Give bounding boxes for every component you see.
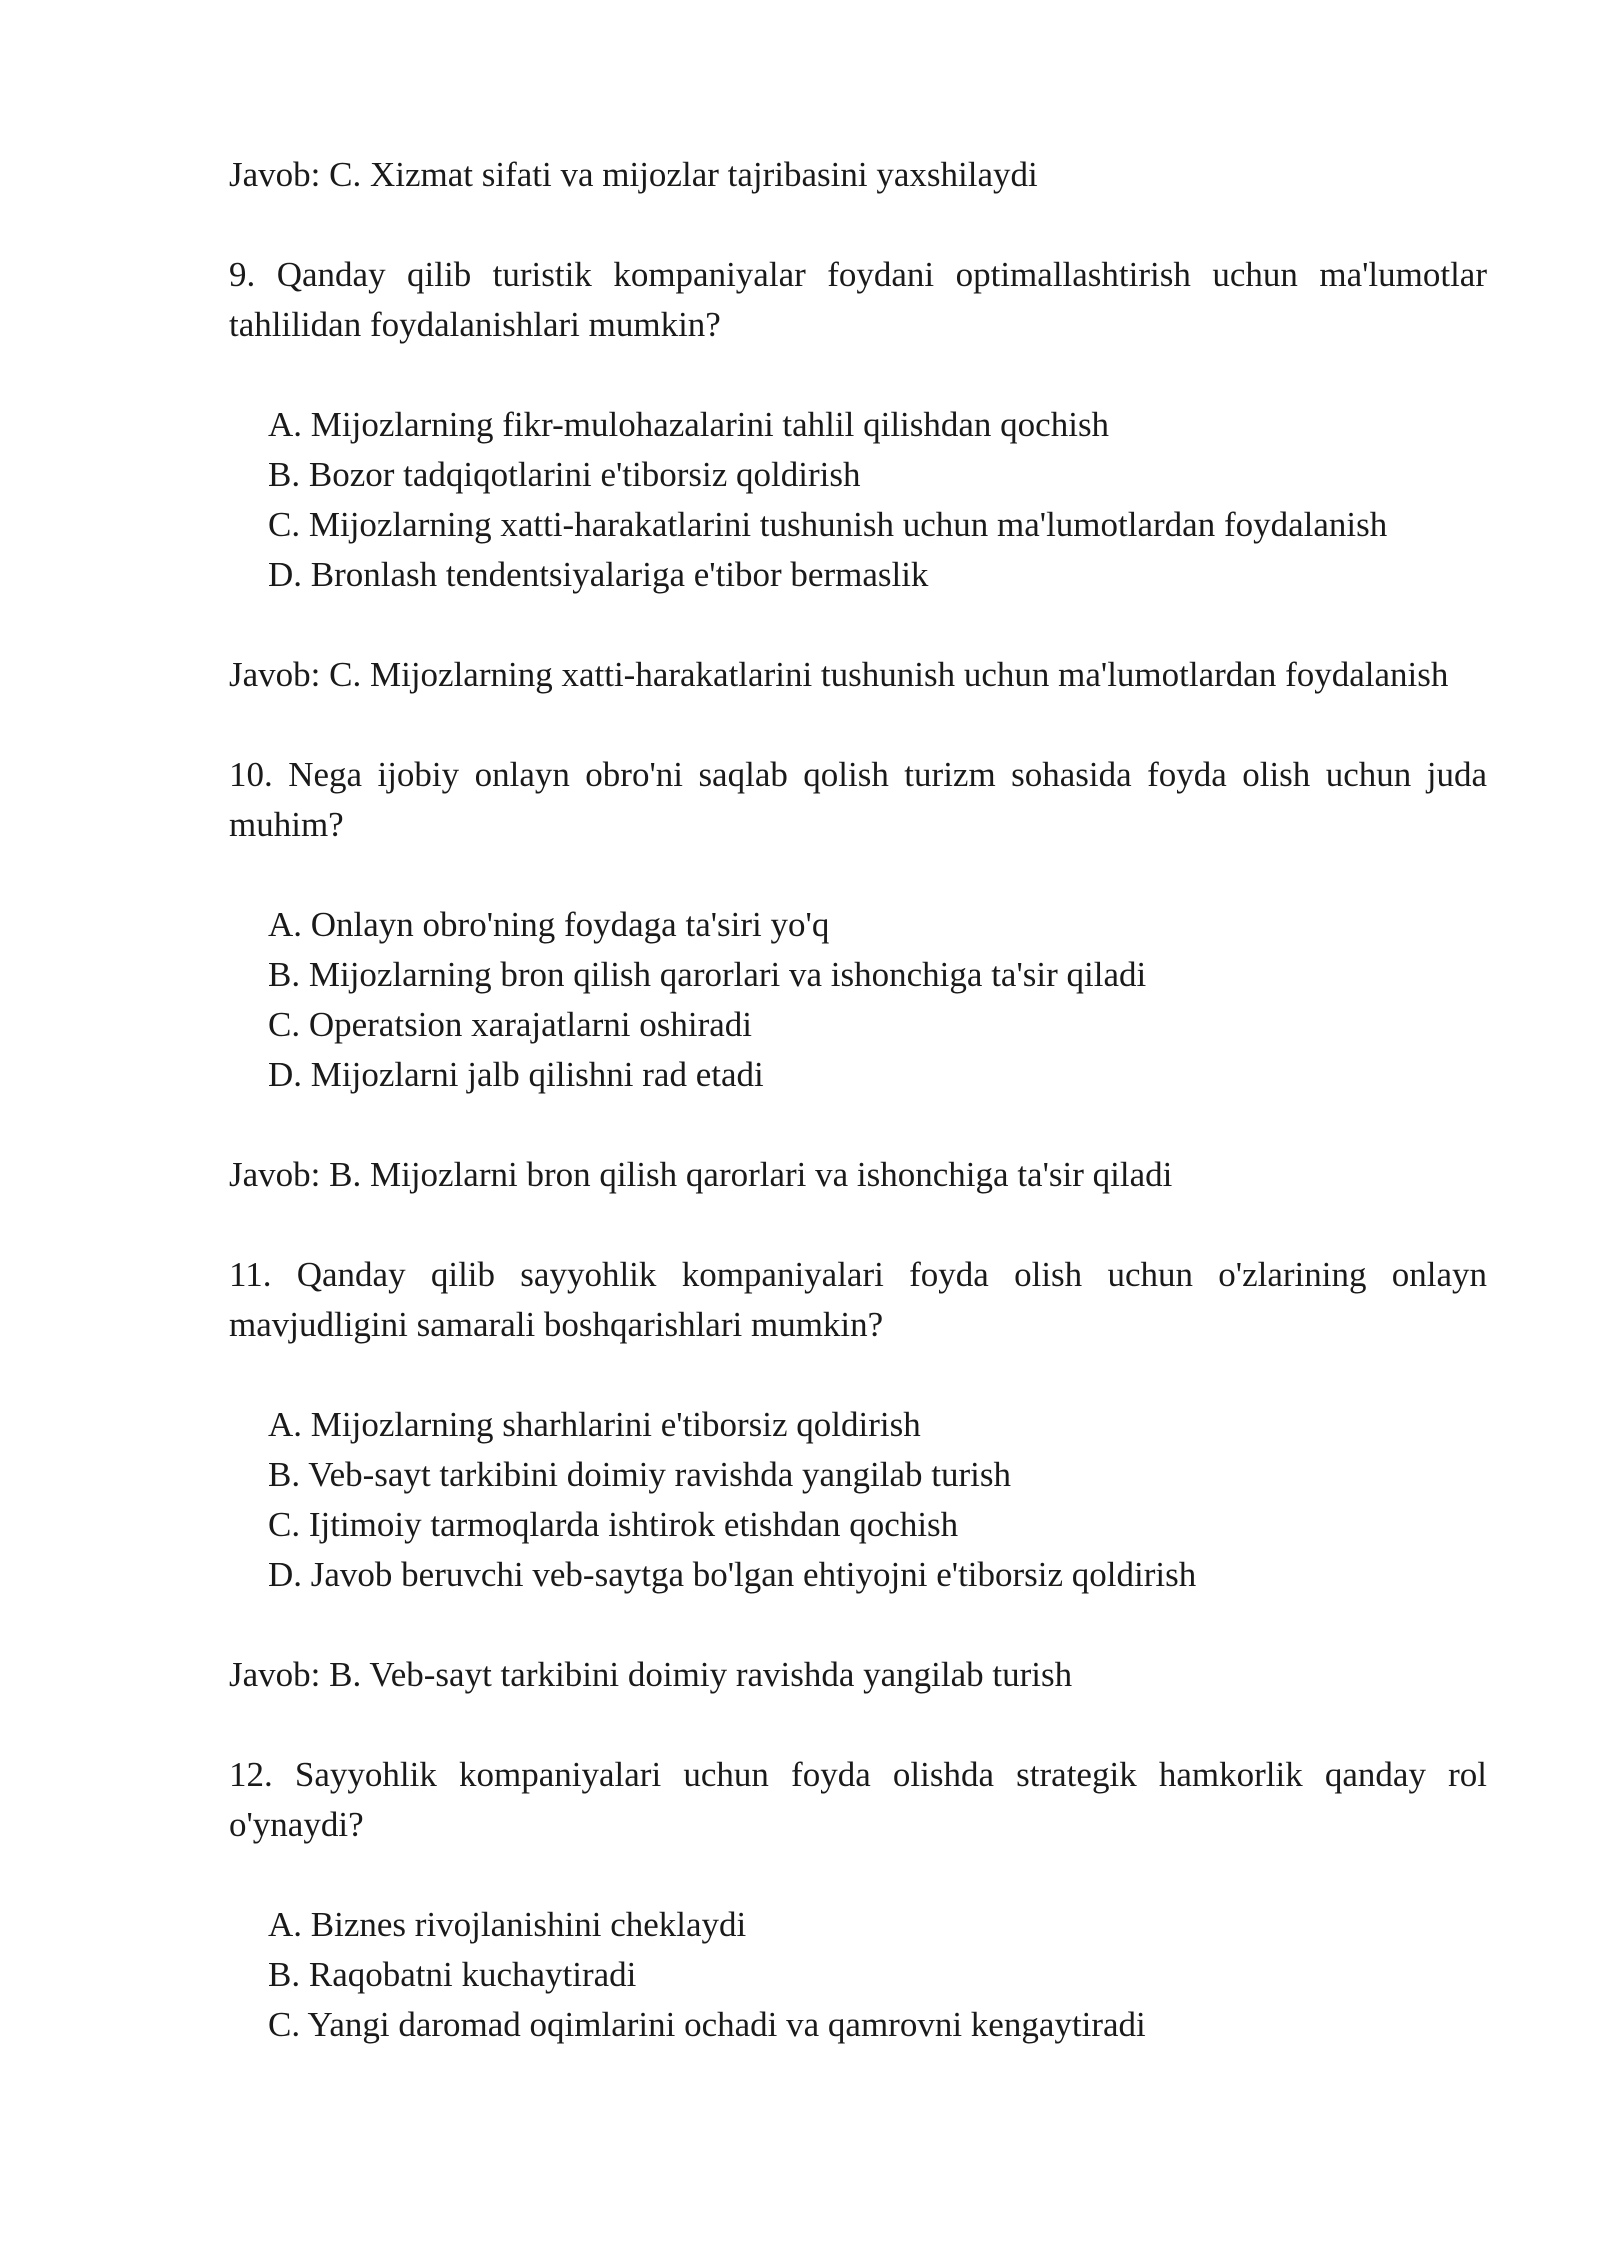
option-11b: B. Veb-sayt tarkibini doimiy ravishda yangilab turish (268, 1455, 1011, 1494)
option-10d: D. Mijozlarni jalb qilishni rad etadi (268, 1055, 764, 1094)
option-9c: C. Mijozlarning xatti-harakatlarini tushunish uchun ma'lumotlardan foydalanish (268, 505, 1388, 544)
spacer (229, 1200, 1487, 1250)
spacer (229, 1600, 1487, 1650)
answer-11: Javob: B. Veb-sayt tarkibini doimiy ravishda yangilab turish (229, 1655, 1073, 1694)
option-12c: C. Yangi daromad oqimlarini ochadi va qamrovni kengaytiradi (268, 2005, 1146, 2044)
document-page (229, 150, 1487, 2050)
option-12a: A. Biznes rivojlanishini cheklaydi (268, 1905, 747, 1944)
option-11a: A. Mijozlarning sharhlarini e'tiborsiz qoldirish (268, 1405, 921, 1444)
spacer (229, 1850, 1487, 1900)
spacer (229, 1700, 1487, 1750)
options-9 (229, 400, 1487, 600)
options-11 (229, 1400, 1487, 1600)
spacer (229, 850, 1487, 900)
option-10c: C. Operatsion xarajatlarni oshiradi (268, 1005, 753, 1044)
answer-10: Javob: B. Mijozlarni bron qilish qarorlari va ishonchiga ta'sir qiladi (229, 1155, 1173, 1194)
answer-9: Javob: C. Mijozlarning xatti-harakatlarini tushunish uchun ma'lumotlardan foydalanish (229, 655, 1449, 694)
option-9a: A. Mijozlarning fikr-mulohazalarini tahlil qilishdan qochish (268, 405, 1110, 444)
spacer (229, 200, 1487, 250)
spacer (229, 600, 1487, 650)
option-11d: D. Javob beruvchi veb-saytga bo'lgan ehtiyojni e'tiborsiz qoldirish (268, 1555, 1197, 1594)
spacer (229, 1100, 1487, 1150)
option-9d: D. Bronlash tendentsiyalariga e'tibor bermaslik (268, 555, 929, 594)
spacer (229, 700, 1487, 750)
question-10: 10. Nega ijobiy onlayn obro'ni saqlab qolish turizm sohasida foyda olish uchun juda muhim? (229, 755, 1487, 844)
question-12: 12. Sayyohlik kompaniyalari uchun foyda olishda strategik hamkorlik qanday rol o'ynaydi? (229, 1755, 1487, 1844)
option-12b: B. Raqobatni kuchaytiradi (268, 1955, 637, 1994)
options-12 (229, 1900, 1487, 2050)
spacer (229, 1350, 1487, 1400)
options-10 (229, 900, 1487, 1100)
option-11c: C. Ijtimoiy tarmoqlarda ishtirok etishdan qochish (268, 1505, 959, 1544)
question-11: 11. Qanday qilib sayyohlik kompaniyalari foyda olish uchun o'zlarining onlayn mavjudligini samarali boshqarishlari mumkin? (229, 1255, 1487, 1344)
option-9b: B. Bozor tadqiqotlarini e'tiborsiz qoldirish (268, 455, 861, 494)
answer-8: Javob: C. Xizmat sifati va mijozlar tajribasini yaxshilaydi (229, 155, 1038, 194)
question-9: 9. Qanday qilib turistik kompaniyalar foydani optimallashtirish uchun ma'lumotlar tahlilidan foydalanishlari mumkin? (229, 255, 1487, 344)
spacer (229, 350, 1487, 400)
option-10a: A. Onlayn obro'ning foydaga ta'siri yo'q (268, 905, 830, 944)
option-10b: B. Mijozlarning bron qilish qarorlari va ishonchiga ta'sir qiladi (268, 955, 1147, 994)
